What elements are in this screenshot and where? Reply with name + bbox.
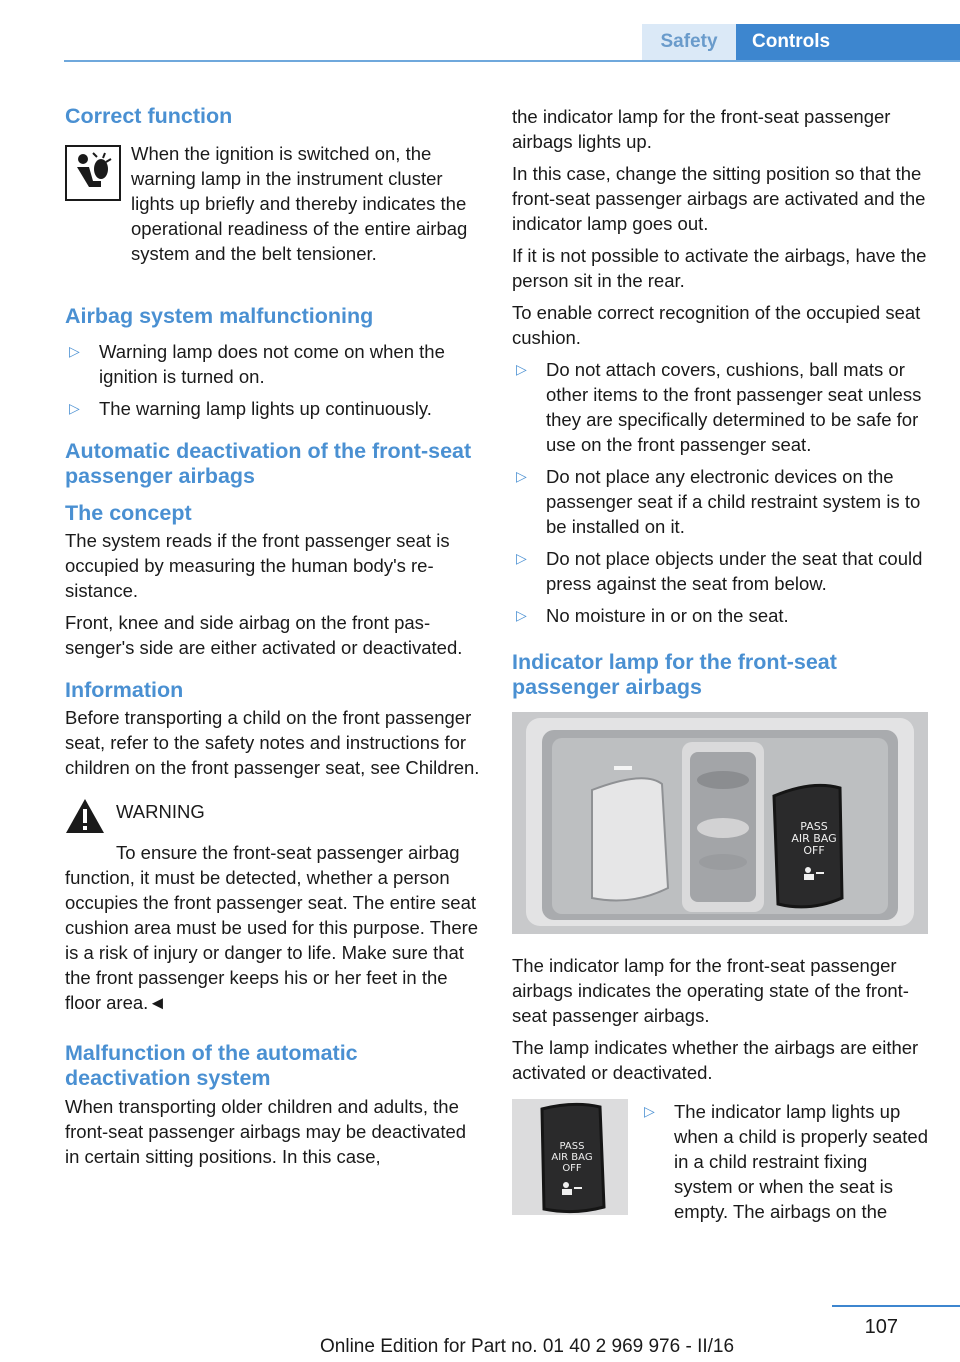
recognition-paragraph: To enable correct recognition of the occupied seat cushion. [512,302,921,348]
rear-seat-paragraph: If it is not possible to activate the airbags, have the person sit in the rear. [512,245,927,291]
indicator-paragraph-2: The lamp indicates whether the airbags are either activated or deactivated. [512,1037,919,1083]
malfunction-auto-heading: Malfunction of the automatic deactivation system [65,1041,358,1090]
photo-label-pass: PASS [800,820,828,833]
edition-footer: Online Edition for Part no. 01 40 2 969 976 - II/16 [320,1336,735,1357]
list-item: ▷ Do not attach covers, cushions, ball mats or other items to the front passenger seat unless they are specifically determined to be safe for use on the front passenger seat. [516,359,922,455]
page-number: 107 [864,1316,898,1338]
information-text: Before transporting a child on the front passenger seat, refer to the safety notes and instructions for children on the front passenger seat, see Children. [65,707,480,778]
right-column [512,104,928,1231]
seat-rules-list [512,357,928,628]
small-photo-label-off: OFF [562,1163,582,1174]
airbag-warning-icon [65,145,121,201]
warning-block [65,796,480,1015]
warning-text: To ensure the front-seat passenger airbag function, it must be detected, whether a person occupies the front passenger seat. The entire seat cushion area must be used for this purpose. There is a risk of injury or danger to life. Make sure that the front passenger keeps his or her feet in the floor area.◄ [65,842,479,1013]
bullet-triangle-icon: ▷ [644,1103,655,1119]
indicator-paragraph-1: The indicator lamp for the front-seat passenger airbags indicates the operating state of the front-seat passenger airbags. [512,955,909,1026]
indicator-panel-photo [512,712,928,934]
list-item: ▷ No moisture in or on the seat. [516,605,789,626]
warning-label: WARNING [116,801,205,822]
malfunction-auto-text: When transporting older children and adults, the front-seat passenger airbags may be deactivated in certain sitting positions. In this case, [65,1096,467,1167]
warning-triangle-icon [65,798,105,834]
continued-paragraph: the indicator lamp for the front-seat passenger airbags lights up. [512,106,891,152]
photo-label-airbag: AIR BAG [791,832,837,845]
left-column [65,104,480,1176]
bullet-triangle-icon: ▷ [516,607,527,623]
bullet-triangle-icon: ▷ [516,468,527,484]
indicator-lamp-heading: Indicator lamp for the front-seat passenger airbags [512,650,837,699]
concept-paragraph: The system reads if the front passenger seat is occupied by measuring the human body's resistance. [65,530,450,601]
concept-heading: The concept [65,501,192,525]
correct-function-block [65,141,480,266]
header-rule [64,60,960,62]
correct-function-heading: Correct function [65,104,233,128]
tab-controls[interactable]: Controls [736,24,960,60]
correct-function-text: When the ignition is switched on, the warning lamp in the instrument cluster lights up briefly and thereby indicates the operational readiness of the entire airbag system and the belt tensioner. [131,143,468,264]
tab-safety[interactable]: Safety [642,24,736,60]
indicator-item-list [640,1099,928,1231]
photo-label-off: OFF [803,844,825,857]
list-item: ▷ Do not place any electronic devices on the passenger seat if a child restraint system is to be installed on it. [516,466,921,537]
sitting-position-paragraph: In this case, change the sitting position so that the front-seat passenger airbags are activated and the indicator lamp goes out. [512,163,926,234]
list-item: ▷ Do not place objects under the seat that could press against the seat from below. [516,548,923,594]
list-item: ▷ The indicator lamp lights up when a child is properly seated in a child restraint fixing system or when the seat is empty. The airbags on the [644,1101,929,1222]
small-photo-label-pass: PASS [559,1141,585,1152]
bullet-triangle-icon: ▷ [69,343,80,359]
indicator-item-block [512,1099,928,1231]
list-item: ▷ The warning lamp lights up continuously. [69,398,432,419]
airbag-off-lamp-photo [512,1099,628,1215]
list-item: ▷ Warning lamp does not come on when the ignition is turned on. [69,341,445,387]
footer-rule [832,1305,960,1307]
concept-paragraph-2: Front, knee and side airbag on the front passenger's side are either activated or deactivated. [65,612,463,658]
bullet-triangle-icon: ▷ [516,361,527,377]
auto-deactivation-heading: Automatic deactivation of the front-seat passenger airbags [65,439,472,488]
small-photo-label-airbag: AIR BAG [551,1152,593,1163]
bullet-triangle-icon: ▷ [69,400,80,416]
airbag-malfunction-heading: Airbag system malfunctioning [65,304,374,328]
bullet-triangle-icon: ▷ [516,550,527,566]
malfunction-list [65,339,480,421]
information-heading: Information [65,678,184,702]
